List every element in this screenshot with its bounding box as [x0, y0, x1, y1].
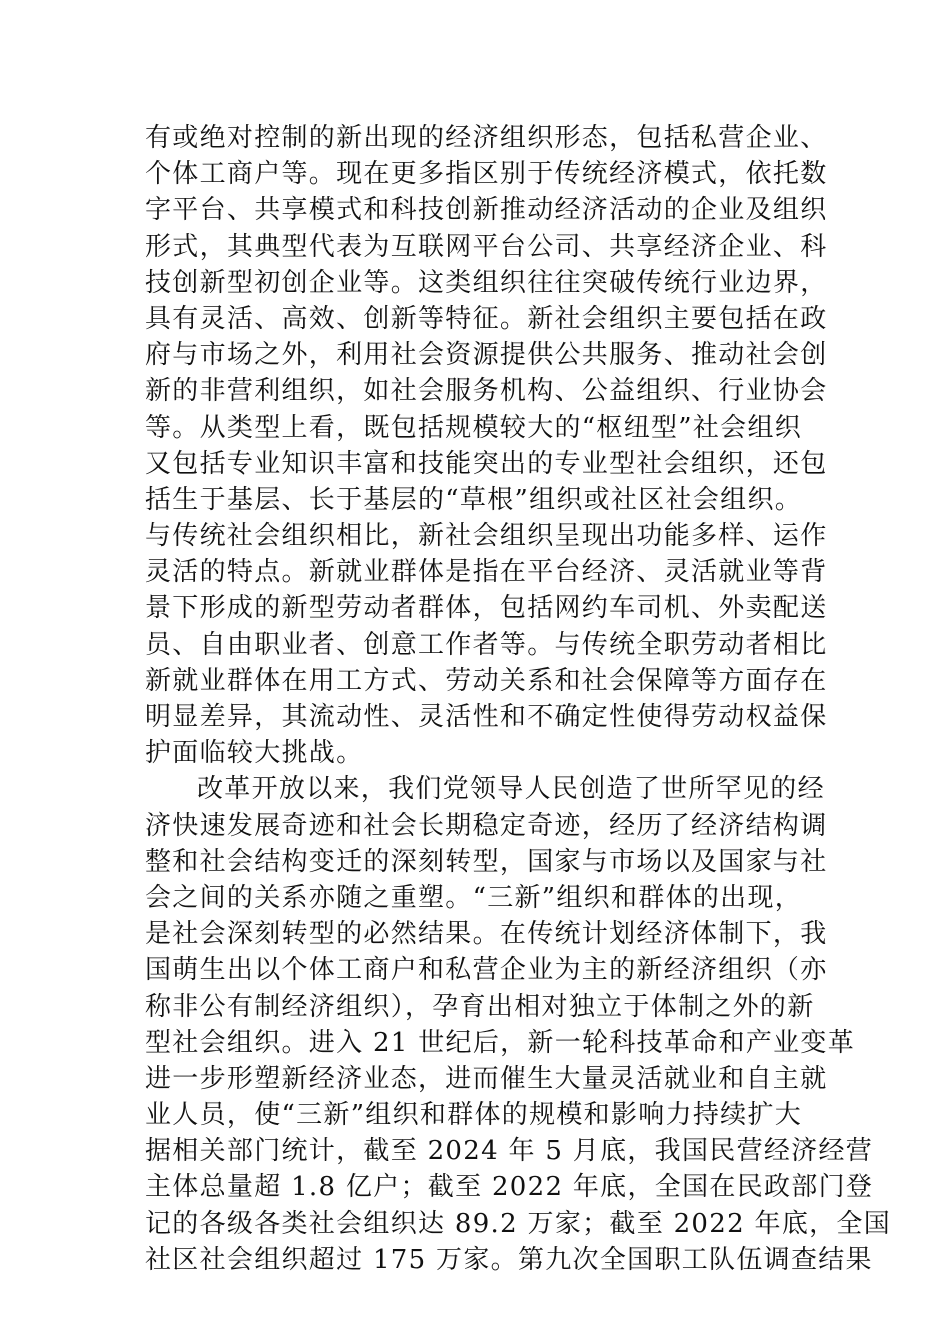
text-line: 新的非营利组织，如社会服务机构、公益组织、行业协会 [145, 376, 828, 407]
text-line: 府与市场之外，利用社会资源提供公共服务、推动社会创 [145, 340, 828, 371]
text-line: 灵活的特点。新就业群体是指在平台经济、灵活就业等背 [145, 557, 828, 588]
text-line: 技创新型初创企业等。这类组织往往突破传统行业边界， [145, 267, 828, 298]
text-line: 济快速发展奇迹和社会长期稳定奇迹，经历了经济结构调 [145, 810, 828, 841]
text-line: 整和社会结构变迁的深刻转型，国家与市场以及国家与社 [145, 846, 828, 877]
text-line: 又包括专业知识丰富和技能突出的专业型社会组织，还包 [145, 448, 828, 479]
body-text [145, 120, 892, 1278]
text-line: 是社会深刻转型的必然结果。在传统计划经济体制下，我 [145, 919, 828, 950]
text-line: 业人员，使“三新”组织和群体的规模和影响力持续扩大 [145, 1100, 803, 1131]
text-line: 景下形成的新型劳动者群体，包括网约车司机、外卖配送 [145, 593, 828, 624]
text-line: 等。从类型上看，既包括规模较大的“枢纽型”社会组织 [145, 412, 803, 443]
text-line: 新就业群体在用工方式、劳动关系和社会保障等方面存在 [145, 665, 828, 696]
text-line: 明显差异，其流动性、灵活性和不确定性使得劳动权益保 [145, 702, 828, 732]
text-line: 主体总量超 1.8 亿户；截至 2022 年底，全国在民政部门登 [145, 1172, 874, 1203]
text-line: 与传统社会组织相比，新社会组织呈现出功能多样、运作 [145, 521, 828, 552]
text-line: 有或绝对控制的新出现的经济组织形态，包括私营企业、 [145, 123, 828, 153]
text-line: 改革开放以来，我们党领导人民创造了世所罕见的经 [197, 774, 825, 805]
text-line: 据相关部门统计，截至 2024 年 5 月底，我国民营经济经营 [145, 1136, 874, 1167]
text-line: 形式，其典型代表为互联网平台公司、共享经济企业、科 [145, 231, 828, 262]
text-line: 型社会组织。进入 21 世纪后，新一轮科技革命和产业变革 [145, 1027, 856, 1058]
text-line: 员、自由职业者、创意工作者等。与传统全职劳动者相比 [145, 629, 828, 660]
text-line: 记的各级各类社会组织达 89.2 万家；截至 2022 年底，全国 [145, 1208, 892, 1239]
text-line: 个体工商户等。现在更多指区别于传统经济模式，依托数 [145, 159, 828, 190]
text-line: 字平台、共享模式和科技创新推动经济活动的企业及组织 [145, 195, 828, 226]
text-line: 社区社会组织超过 175 万家。第九次全国职工队伍调查结果 [145, 1244, 873, 1275]
paragraph-2 [145, 771, 892, 1278]
text-line: 括生于基层、长于基层的“草根”组织或社区社会组织。 [145, 484, 803, 515]
text-line: 进一步形塑新经济业态，进而催生大量灵活就业和自主就 [145, 1063, 828, 1094]
text-line: 国萌生出以个体工商户和私营企业为主的新经济组织（亦 [145, 955, 828, 986]
text-line: 会之间的关系亦随之重塑。“三新”组织和群体的出现， [145, 882, 803, 913]
paragraph-1 [145, 120, 828, 771]
text-line: 护面临较大挑战。 [145, 738, 364, 769]
text-line: 称非公有制经济组织），孕育出相对独立于体制之外的新 [145, 991, 815, 1022]
text-line: 具有灵活、高效、创新等特征。新社会组织主要包括在政 [145, 303, 828, 334]
